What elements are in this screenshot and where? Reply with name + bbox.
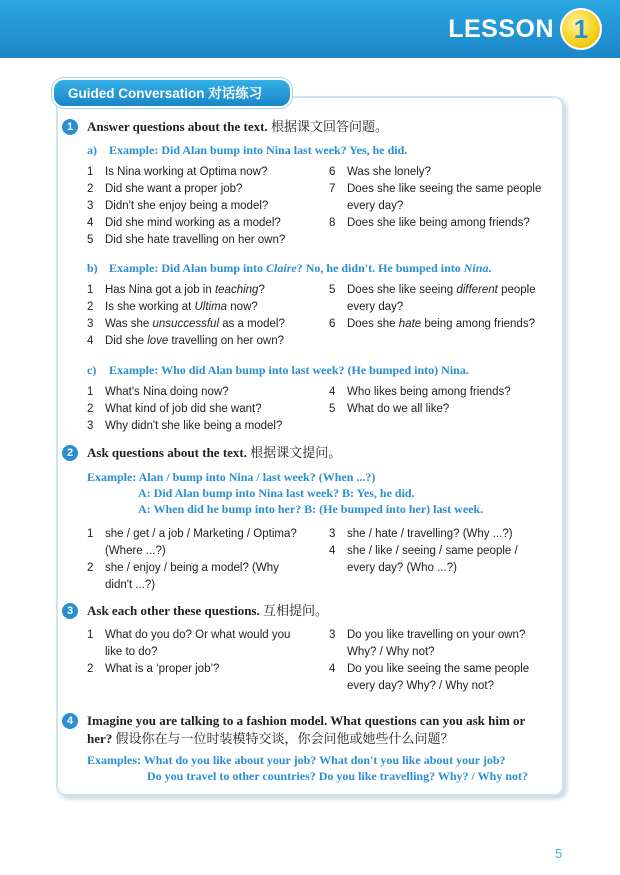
section-1-title: Answer questions about the text. [87, 119, 268, 134]
lesson-header-bar [0, 0, 620, 58]
question-item: 3 Why didn't she like being a model? [87, 420, 283, 432]
question-item: 1 Is Nina working at Optima now? [87, 166, 268, 178]
question-item: 1 she / get / a job / Marketing / Optima? (Where ...?) [87, 528, 297, 557]
question-item: 6 Was she lonely? [329, 166, 431, 178]
question-item: 5 Did she hate travelling on her own? [87, 234, 286, 246]
section-2-prompts [87, 526, 562, 596]
section-2-example: Example: Alan / bump into Nina / last week? (When ...?) A: Did Alan bump into Nina last week? B: Yes, he did. A: When did he bump into her? B: (He bumped into her) last week. [87, 470, 484, 516]
question-item: 8 Does she like being among friends? [329, 217, 530, 229]
section-1a-letter: a) [87, 143, 97, 157]
section-2-heading: 2 Ask questions about the text. 根据课文提问。 [62, 444, 562, 462]
question-item: 1 What's Nina doing now? [87, 386, 229, 398]
question-item: 4 Who likes being among friends? [329, 386, 511, 398]
question-item: 4 Did she mind working as a model? [87, 217, 281, 229]
section-4-heading: 4 Imagine you are talking to a fashion model. What questions can you ask him or her? 假设你在与一位时装模特交谈，你会问他或她些什么问题？ [62, 712, 562, 748]
section-1a-example-text: Example: Did Alan bump into Nina last week? Yes, he did. [109, 143, 408, 157]
section-3-questions [87, 627, 562, 697]
section-4-number: 4 [62, 713, 78, 729]
section-1b-example: b) Example: Did Alan bump into Claire? No, he didn't. He bumped into Nina. [87, 261, 492, 275]
question-item: 7 Does she like seeing the same people every day? [329, 183, 542, 212]
section-3-heading: 3 Ask each other these questions. 互相提问。 [62, 602, 562, 620]
section-3-number: 3 [62, 603, 78, 619]
lesson-number-badge: 1 [560, 8, 602, 50]
section-1a-questions [87, 164, 562, 254]
section-2-number: 2 [62, 445, 78, 461]
page-number: 5 [555, 846, 563, 861]
question-item: 4 she / like / seeing / same people / every day? (Who ...?) [329, 545, 518, 574]
question-item: 2 she / enjoy / being a model? (Why didn't ...?) [87, 562, 279, 591]
section-1c-questions [87, 384, 562, 436]
examples-label: Examples: [87, 753, 141, 767]
question-item: 5 Does she like seeing different people every day? [329, 284, 536, 313]
section-1b-questions [87, 282, 562, 352]
question-item: 3 Was she unsuccessful as a model? [87, 318, 285, 330]
lesson-label: LESSON [448, 15, 554, 43]
question-item: 3 Didn't she enjoy being a model? [87, 200, 269, 212]
section-1-number: 1 [62, 119, 78, 135]
question-item: 2 What is a ‘proper job’? [87, 663, 220, 675]
section-4-examples: Examples: What do you like about your job? What don't you like about your job? Do you travel to other countries? Do you like travelling? Why? / Why not? [87, 753, 528, 783]
question-item: 3 she / hate / travelling? (Why ...?) [329, 528, 513, 540]
question-item: 6 Does she hate being among friends? [329, 318, 535, 330]
question-item: 4 Did she love travelling on her own? [87, 335, 285, 347]
question-item: 5 What do we all like? [329, 403, 450, 415]
question-item: 4 Do you like seeing the same people every day? Why? / Why not? [329, 663, 530, 692]
section-1c-example: c) Example: Who did Alan bump into last week? (He bumped into) Nina. [87, 363, 469, 377]
section-1-title-cn: 根据课文回答问题。 [270, 119, 388, 134]
panel-tab-title: Guided Conversation 对话练习 [52, 78, 292, 108]
section-1-heading [62, 118, 562, 136]
question-item: 2 Did she want a proper job? [87, 183, 243, 195]
question-item: 2 What kind of job did she want? [87, 403, 262, 415]
question-item: 1 Has Nina got a job in teaching? [87, 284, 265, 296]
question-item: 3 Do you like travelling on your own? Why? / Why not? [329, 629, 526, 658]
section-1a-example [87, 142, 407, 158]
question-item: 1 What do you do? Or what would you like to do? [87, 629, 291, 658]
question-item: 2 Is she working at Ultima now? [87, 301, 258, 313]
